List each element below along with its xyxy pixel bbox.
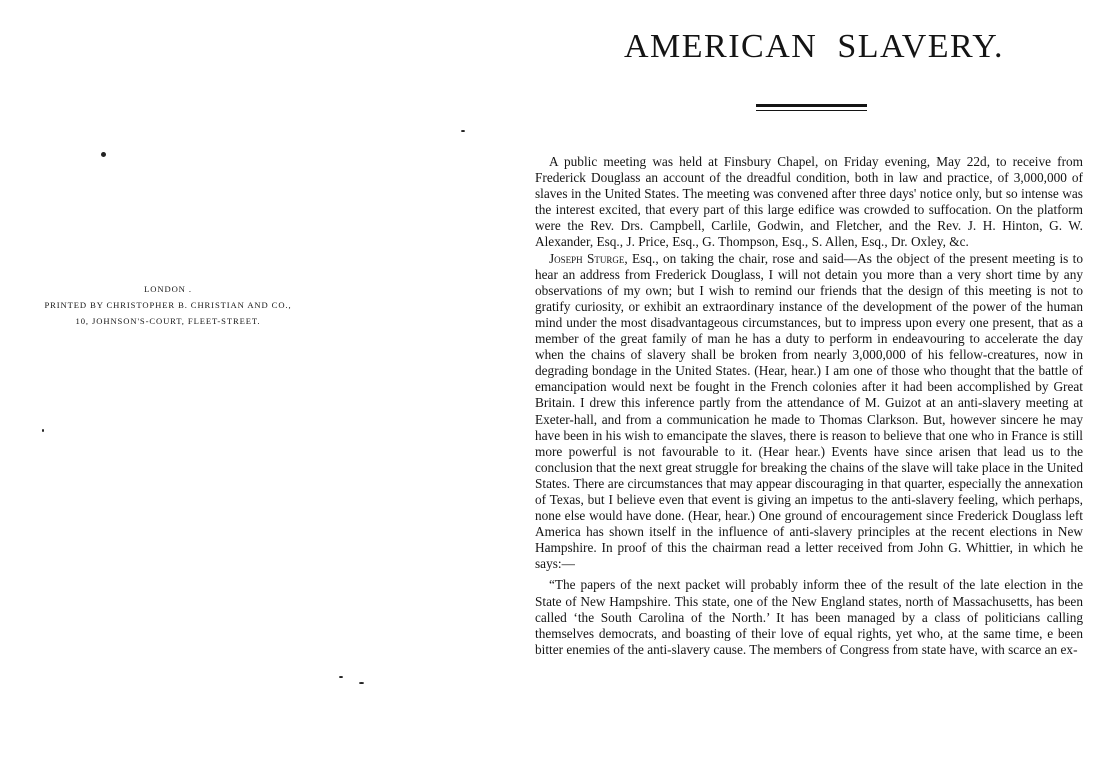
right-page <box>520 0 1100 776</box>
left-page <box>0 0 520 776</box>
speech-paragraph <box>535 251 1083 573</box>
imprint-address: 10, JOHNSON'S-COURT, FLEET-STREET. <box>75 316 261 326</box>
speaker-name: Joseph Sturge <box>549 250 625 266</box>
speech-text: , Esq., on taking the chair, rose and said—As the object of the present meeting is to hear an address from Frederick Douglass, I will not detain you more than a very short time by any observations of my own; but I wish to remind our friends that the design of this meeting is not to gratify curiosity, or exhibit an extraordinary instance of the development of the power of the human mind under the most disadvantageous circumstances, but to impress upon every one present, that as a member of the great family of man he has a duty to perform in endeavouring to accelerate the day when the chains of slavery shall be broken from nearly 3,000,000 of his fellow-creatures, now in degrading bondage in the United States. (Hear, hear.) I am one of those who thought that the battle of emancipation would next be fought in the French colonies after it had been accomplished by Great Britain. I drew this inference partly from the attendance of M. Guizot at an anti-slavery meeting at Exeter-hall, and from a communication he made to Thomas Clarkson. But, however sincere he may have been in his wish to emancipate the slaves, there is reason to believe that one who in France is still more powerful is not favourable to it. (Hear hear.) Events have since arisen that lead us to the conclusion that the next great struggle for breaking the chains of the slave will take place in the United States. There are circumstances that may appear discouraging in that quarter, especially the annexation of Texas, but I believe even that event is giving an impetus to the anti-slavery feeling, which perhaps, none else would have done. (Hear, hear.) One ground of encouragement since Frederick Douglass left America has shown itself in the influence of anti-slavery principles at the recent elections in New Hampshire. In proof of this the chairman read a letter received from John G. Whittier, in which he says:— <box>535 250 1083 572</box>
article-body <box>535 154 1083 658</box>
ink-speck <box>461 130 465 132</box>
intro-paragraph: A public meeting was held at Finsbury Chapel, on Friday evening, May 22d, to receive from Frederick Douglass an account of the dreadful condition, both in law and practice, of 3,000,000 of slaves in the United States. The meeting was convened after three days' notice only, but so intense was the interest excited, that every part of this large edifice was crowded to suffocation. On the platform were the Rev. Drs. Campbell, Carlile, Godwin, and Fletcher, and the Rev. J. H. Hinton, G. W. Alexander, Esq., J. Price, Esq., G. Thompson, Esq., S. Allen, Esq., Dr. Oxley, &c. <box>535 154 1083 250</box>
quoted-letter-paragraph: “The papers of the next packet will probably inform thee of the result of the late election in the State of New Hampshire. This state, one of the New England states, north of Massachusetts, has been called ‘the South Carolina of the North.’ It has been managed by a class of politicians calling themselves democrats, and boasting of their love of equal rights, yet who, at the same time, e been bitter enemies of the anti-slavery cause. The members of Congress from state have, with scarce an ex- <box>535 577 1083 657</box>
ink-speck <box>42 429 44 432</box>
printer-imprint <box>0 281 336 329</box>
imprint-printer: PRINTED BY CHRISTOPHER B. CHRISTIAN AND CO., <box>44 300 292 310</box>
ink-speck <box>101 152 106 157</box>
page-title: AMERICAN SLAVERY. <box>624 28 1004 65</box>
ink-speck <box>359 682 364 684</box>
title-rule-thick <box>756 104 867 107</box>
title-rule-thin <box>756 110 867 111</box>
ink-speck <box>339 676 343 678</box>
imprint-city: LONDON . <box>144 284 192 294</box>
